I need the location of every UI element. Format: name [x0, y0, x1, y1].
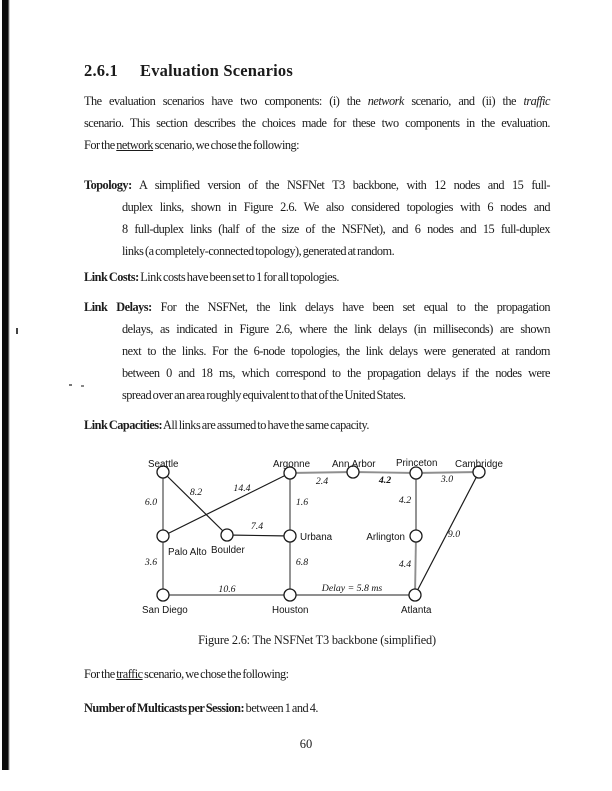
link-delay-label-seattle-palo-alto: 6.0 — [144, 497, 158, 508]
link-delay-label-houston-atlanta: Delay = 5.8 ms — [321, 583, 383, 594]
text-line — [84, 134, 550, 156]
text-segment: The evaluation scenarios have two components: (i) the — [84, 94, 368, 108]
text-line — [84, 174, 550, 196]
node-palo-alto — [157, 530, 169, 542]
text-segment: scenario. This section describes the choices made for these two components in the evaluation. — [84, 116, 550, 130]
link-delay-label-cambridge-atlanta: 9.0 — [447, 529, 461, 540]
text-segment: traffic — [116, 667, 143, 681]
text-segment: between 0 and 18 ms, which correspond to the propagation delays if the nodes were — [122, 366, 550, 380]
node-label-palo-alto: Palo Alto — [168, 547, 207, 558]
text-line — [122, 196, 550, 218]
link-delay-label-arlington-atlanta: 4.4 — [398, 559, 412, 570]
text-segment: 8 full-duplex links (half of the size of the NSFNet), and 6 nodes and 15 full-duplex — [122, 222, 550, 236]
text-line — [122, 362, 550, 384]
text-segment: delays, as indicated in Figure 2.6, where the link delays (in milliseconds) are shown — [122, 322, 550, 336]
node-label-cambridge: Cambridge — [455, 459, 503, 470]
text-line — [84, 266, 550, 288]
node-label-san-diego: San Diego — [142, 605, 188, 616]
link-delay-label-seattle-boulder: 8.2 — [189, 487, 203, 498]
link-capacities-item — [84, 414, 550, 436]
text-segment: Link Costs: — [84, 270, 139, 284]
text-segment: duplex links, shown in Figure 2.6. We also considered topologies with 6 nodes and — [122, 200, 550, 214]
text-segment: traffic — [523, 94, 551, 108]
text-segment: spread over an area roughly equivalent to that of the United States. — [122, 388, 406, 402]
link-delay-label-argonne-urbana: 1.6 — [295, 497, 309, 508]
link-delay-label-argonne-ann-arbor: 2.4 — [315, 476, 329, 487]
text-line — [122, 218, 550, 240]
node-arlington — [410, 530, 422, 542]
text-segment: A simplified version of the NSFNet T3 backbone, with 12 nodes and 15 full- — [131, 178, 550, 192]
text-segment: For the — [84, 138, 117, 152]
node-atlanta — [409, 589, 421, 601]
link-delay-label-boulder-urbana: 7.4 — [250, 521, 264, 532]
text-segment: Number of Multicasts per Session: — [84, 701, 245, 715]
section-heading — [84, 61, 293, 81]
node-label-boulder: Boulder — [211, 545, 245, 556]
link-boulder-urbana — [227, 535, 290, 536]
node-label-ann-arbor: Ann Arbor — [332, 459, 376, 470]
node-boulder — [221, 529, 233, 541]
link-delay-label-ann-arbor-princeton: 4.2 — [378, 475, 392, 486]
node-label-argonne: Argonne — [273, 459, 311, 470]
node-san-diego — [157, 589, 169, 601]
text-line — [84, 112, 550, 134]
text-line — [122, 384, 550, 406]
text-line — [84, 414, 550, 436]
text-segment: Topology: — [84, 178, 132, 192]
multicasts-item — [84, 697, 550, 719]
link-delay-label-palo-alto-san-diego: 3.6 — [144, 557, 158, 568]
text-line — [84, 90, 550, 112]
node-label-princeton: Princeton — [396, 458, 438, 469]
scan-speck — [16, 328, 18, 334]
text-segment: between 1 and 4. — [244, 701, 318, 715]
text-segment: next to the links. For the 6-node topologies, the link delays were generated at random — [122, 344, 550, 358]
link-delay-label-princeton-arlington: 4.2 — [398, 495, 412, 506]
text-line — [84, 663, 550, 685]
traffic-scenario-line — [84, 663, 550, 685]
nsfnet-topology-figure — [134, 450, 520, 622]
link-arlington-atlanta — [415, 536, 416, 595]
scan-speck — [69, 384, 72, 386]
text-segment: For the — [84, 667, 117, 681]
link-princeton-cambridge — [416, 472, 479, 473]
text-segment: All links are assumed to have the same capacity. — [162, 418, 369, 432]
node-label-houston: Houston — [272, 605, 309, 616]
page-number: 60 — [299, 737, 313, 751]
link-delay-label-urbana-houston: 6.8 — [295, 557, 309, 568]
section-number: 2.6.1 — [84, 61, 118, 80]
link-ann-arbor-princeton — [353, 472, 416, 473]
topology-item — [84, 174, 550, 262]
text-line — [122, 340, 550, 362]
link-delay-label-princeton-cambridge: 3.0 — [440, 474, 454, 485]
text-segment: For the NSFNet, the link delays have been set equal to the propagation — [151, 300, 550, 314]
scan-edge-artifact — [2, 0, 8, 770]
node-label-seattle: Seattle — [148, 459, 179, 470]
figure-caption: Figure 2.6: The NSFNet T3 backbone (simplified) — [198, 633, 436, 647]
node-label-arlington: Arlington — [366, 532, 405, 543]
text-segment: links (a completely-connected topology), generated at random. — [122, 244, 395, 258]
intro-paragraph — [84, 90, 550, 156]
link-costs-item — [84, 266, 550, 288]
text-segment: Link Capacities: — [84, 418, 163, 432]
link-delay-label-san-diego-houston: 10.6 — [218, 584, 236, 595]
text-line — [84, 697, 550, 719]
section-title: Evaluation Scenarios — [140, 61, 293, 80]
node-label-urbana: Urbana — [300, 532, 333, 543]
text-line — [84, 296, 550, 318]
text-segment: network — [116, 138, 154, 152]
text-line — [122, 240, 550, 262]
link-seattle-boulder — [163, 472, 227, 535]
link-delays-item — [84, 296, 550, 406]
text-segment: scenario, we chose the following: — [142, 667, 289, 681]
text-segment: scenario, we chose the following: — [153, 138, 300, 152]
text-segment: Link costs have been set to 1 for all topologies. — [138, 270, 339, 284]
link-delay-label-palo-alto-argonne: 14.4 — [233, 483, 251, 494]
link-palo-alto-argonne — [163, 473, 290, 536]
link-argonne-ann-arbor — [290, 472, 353, 473]
text-segment: scenario, and (ii) the — [403, 94, 524, 108]
text-line — [122, 318, 550, 340]
text-segment: Link Delays: — [84, 300, 152, 314]
node-urbana — [284, 530, 296, 542]
text-segment: network — [367, 94, 404, 108]
node-houston — [284, 589, 296, 601]
node-label-atlanta: Atlanta — [401, 605, 432, 616]
